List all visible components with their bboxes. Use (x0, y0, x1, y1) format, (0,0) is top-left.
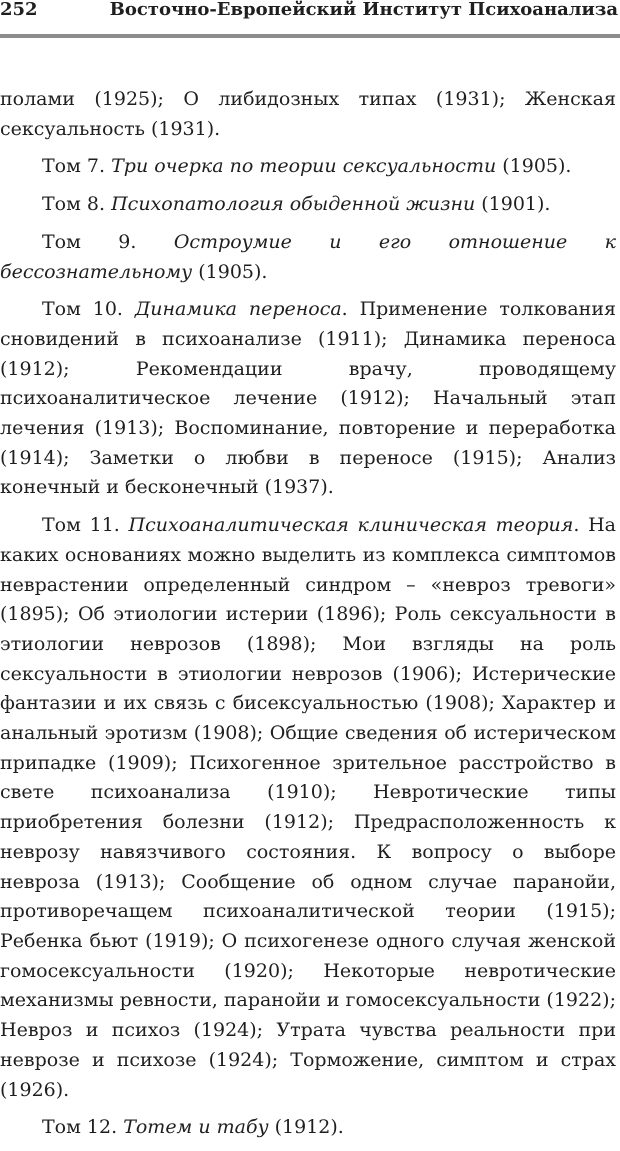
header-rule (0, 34, 620, 38)
volume-label: Том 7. (42, 155, 112, 178)
page-body (0, 85, 616, 1151)
volume-title: Остроумие и его отношение к бессознательному (0, 230, 616, 283)
paragraph-volume-11: Том 11. Психоаналитическая клиническая теория. На каких основаниях можно выделить из комплекса симптомов неврастении определенный синдром – «невроз тревоги» (1895); Об этиологии истерии (1896); Роль сексуальности в этиологии неврозов (1898); Мои взгляды на роль сексуальности в этиологии неврозов (1906); Истерические фантазии и их связь с бисексуальностью (1908); Характер и анальный эротизм (1908); Общие сведения об истерическом припадке (1909); Психогенное зрительное расстройство в свете психоанализа (1910); Невротические типы приобретения болезни (1912); Предрасположенность к неврозу навязчивого состояния. К вопросу о выборе невроза (1913); Сообщение об одном случае паранойи, противоречащем психоаналитической теории (1915); Ребенка бьют (1919); О психогенезе одного случая женской гомосексуальности (1920); Некоторые невротические механизмы ревности, паранойи и гомосексуальности (1922); Невроз и психоз (1924); Утрата чувства реальности при неврозе и психозе (1924); Торможение, симптом и страх (1926). (0, 514, 616, 1101)
paragraph-volume-7: Том 7. Три очерка по теории сексуальности (1905). (42, 155, 572, 178)
volume-label: Том 10. (42, 298, 135, 321)
running-head: Восточно-Европейский Институт Психоанализа (109, 0, 618, 20)
volume-label: Том 11. (42, 514, 129, 537)
volume-label: Том 9. (42, 230, 174, 253)
volume-title: Психоаналитическая клиническая теория (128, 514, 574, 537)
volume-title: Динамика переноса (134, 298, 342, 321)
paragraph-volume-9: Том 9. Остроумие и его отношение к бессознательному (1905). (0, 230, 616, 283)
volume-label: Том 8. (42, 193, 112, 216)
paragraph-continuation: полами (1925); О либидозных типах (1931); Женская сексуальность (1931). (0, 88, 616, 140)
page-header (0, 0, 620, 40)
volume-title: Тотем и табу (123, 1116, 269, 1139)
volume-title: Психопатология обыденной жизни (111, 193, 476, 216)
volume-label: Том 12. (42, 1116, 124, 1139)
paragraph-volume-10: Том 10. Динамика переноса. Применение толкования сновидений в психоанализе (1911); Динамика переноса (1912); Рекомендации врачу, проводящему психоаналитическое лечение (1912); Начальный этап лечения (1913); Воспоминание, повторение и переработка (1914); Заметки о любви в переносе (1915); Анализ конечный и бесконечный (1937). (0, 298, 616, 499)
paragraph-volume-12: Том 12. Тотем и табу (1912). (42, 1116, 344, 1139)
paragraph-volume-8: Том 8. Психопатология обыденной жизни (1901). (42, 193, 551, 216)
page-number: 252 (0, 0, 38, 20)
volume-title: Три очерка по теории сексуальности (111, 155, 497, 178)
